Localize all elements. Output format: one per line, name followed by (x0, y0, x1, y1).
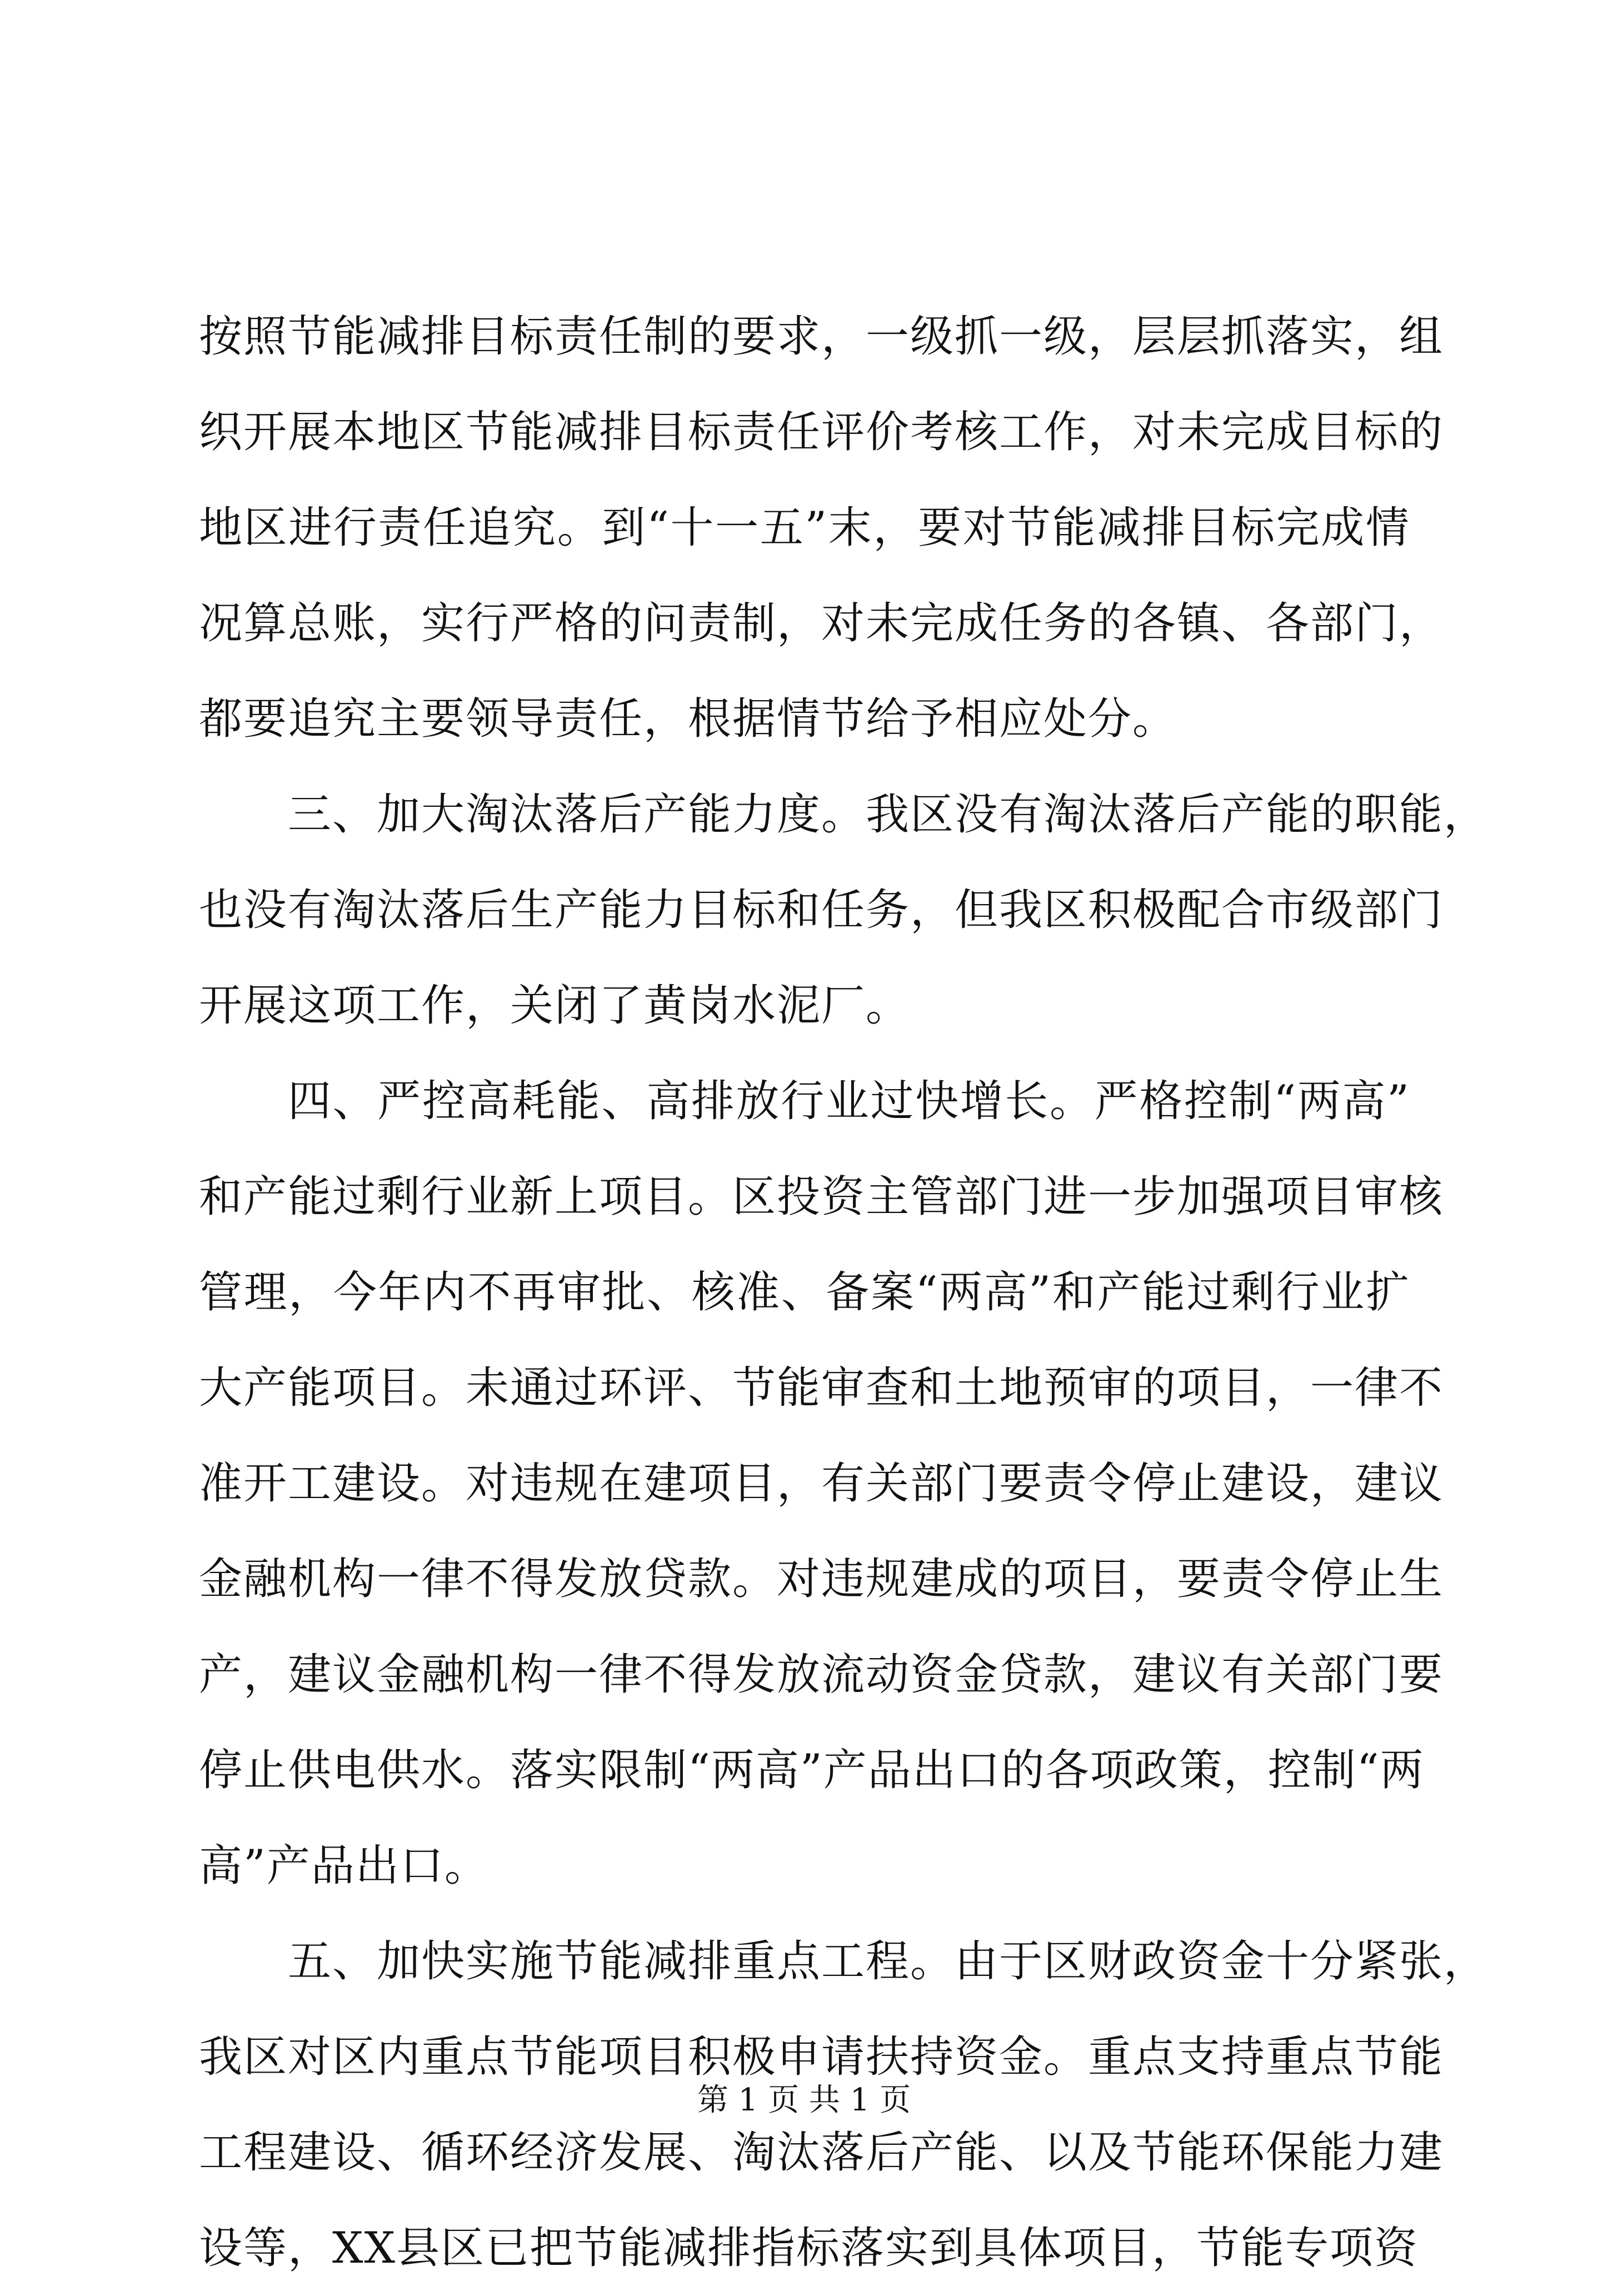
text-line: 我区对区内重点节能项目积极申请扶持资金。重点支持重点节能 (199, 2032, 1444, 2082)
text-line: 大产能项目。未通过环评、节能审查和土地预审的项目，一律不 (199, 1363, 1444, 1413)
text-line: 设等，XX县区已把节能减排指标落实到具体项目，节能专项资 (199, 2223, 1419, 2273)
paragraph-5-heading-line: 五、加快实施节能减排重点工程。由于区财政资金十分紧张， (288, 1936, 1489, 1986)
text-line: 准开工建设。对违规在建项目，有关部门要责令停止建设，建议 (199, 1459, 1444, 1509)
text-line: 开展这项工作，关闭了黄岗水泥厂。 (199, 981, 911, 1031)
text-line: 高”产品出口。 (199, 1841, 489, 1891)
text-line: 织开展本地区节能减排目标责任评价考核工作，对未完成目标的 (199, 407, 1444, 457)
paragraph-3-heading-line: 三、加大淘汰落后产能力度。我区没有淘汰落后产能的职能， (288, 790, 1489, 840)
text-line: 停止供电供水。落实限制“两高”产品出口的各项政策，控制“两 (199, 1745, 1425, 1795)
page-footer: 第 1 页 共 1 页 (697, 2082, 911, 2118)
document-body (199, 289, 1489, 2296)
text-line: 地区进行责任追究。到“十一五”末，要对节能减排目标完成情 (199, 503, 1410, 553)
text-line: 产，建议金融机构一律不得发放流动资金贷款，建议有关部门要 (199, 1650, 1444, 1700)
paragraph-4-heading-line: 四、严控高耗能、高排放行业过快增长。严格控制“两高” (288, 1076, 1410, 1126)
text-line: 都要追究主要领导责任，根据情节给予相应处分。 (199, 694, 1177, 744)
text-line: 也没有淘汰落后生产能力目标和任务，但我区积极配合市级部门 (199, 885, 1444, 935)
text-line: 工程建设、循环经济发展、淘汰落后产能、以及节能环保能力建 (199, 2128, 1444, 2178)
text-line: 和产能过剩行业新上项目。区投资主管部门进一步加强项目审核 (199, 1172, 1444, 1222)
text-line: 金融机构一律不得发放贷款。对违规建成的项目，要责令停止生 (199, 1554, 1444, 1604)
text-line: 按照节能减排目标责任制的要求，一级抓一级，层层抓落实，组 (199, 312, 1444, 362)
text-line: 况算总账，实行严格的问责制，对未完成任务的各镇、各部门， (199, 598, 1444, 648)
text-line: 管理，今年内不再审批、核准、备案“两高”和产能过剩行业扩 (199, 1267, 1410, 1317)
